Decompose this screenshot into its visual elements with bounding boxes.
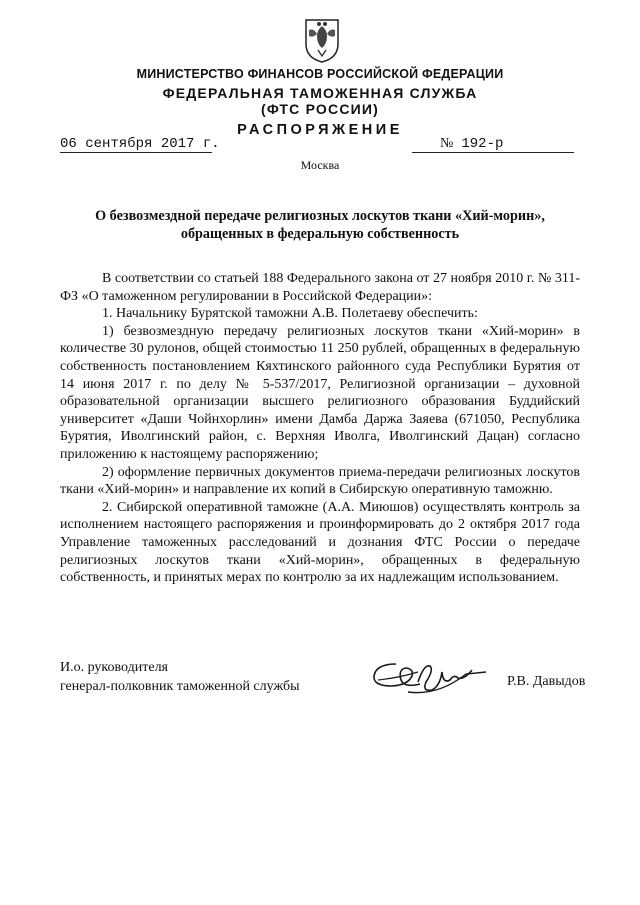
document-body xyxy=(60,270,580,587)
handwritten-signature xyxy=(368,652,490,698)
document-title-line1: О безвозмездной передаче религиозных лоскутов ткани «Хий-морин», xyxy=(95,208,545,224)
number-sign: № xyxy=(440,136,454,151)
document-title-line2: обращенных в федеральную собственность xyxy=(180,226,460,242)
service-name: ФЕДЕРАЛЬНАЯ ТАМОЖЕННАЯ СЛУЖБА xyxy=(162,85,478,101)
signer-name: Р.В. Давыдов xyxy=(507,674,586,689)
paragraph-subitem-2: 2) оформление первичных документов приема-передачи религиозных лоскутов ткани «Хий-морин» и направление их копий в Сибирскую оперативную таможню. xyxy=(60,464,580,498)
paragraph-item-1: 1. Начальнику Бурятской таможни А.В. Полетаеву обеспечить: xyxy=(102,306,478,322)
paragraph-item-2: 2. Сибирской оперативной таможне (А.А. Миюшов) осуществлять контроль за исполнением настоящего распоряжения и проинформировать до 2 октября 2017 года Управление таможенных расследований и дознания ФТС России о передаче религиозных лоскутов ткани «Хий-морин», обращенных в федеральную собственность, и принятых мерах по контролю за их надлежащим использованием. xyxy=(60,499,580,586)
number-value: 192-р xyxy=(461,136,504,152)
paragraph-preamble: В соответствии со статьей 188 Федерального закона от 27 ноября 2010 г. № 311-ФЗ «О таможенном регулировании в Российской Федерации»: xyxy=(60,271,580,304)
paragraph-subitem-1: 1) безвозмездную передачу религиозных лоскутов ткани «Хий-морин» в количестве 30 рулонов, общей стоимостью 11 250 рублей, обращенных в федеральную собственность постановлением Кяхтинского районного суда Республики Бурятия от 14 июня 2017 г. по делу № 5-537/2017, Религиозной организации – духовной образовательной организации высшего религиозного образования Буддийский университет «Даши Чойнхорлин» имени Дамба Даржа Заяева (671050, Республика Бурятия, Иволгинский район, с. Верхняя Иволга, Иволгинский Дацан) согласно приложению к настоящему распоряжению; xyxy=(60,323,580,462)
signer-rank: генерал-полковник таможенной службы xyxy=(60,679,300,694)
signer-position: И.о. руководителя xyxy=(60,660,169,675)
document-type: РАСПОРЯЖЕНИЕ xyxy=(237,122,403,138)
coat-of-arms-icon xyxy=(300,14,344,64)
service-abbr: (ФТС РОССИИ) xyxy=(260,101,380,117)
document-number xyxy=(412,136,574,153)
document-city: Москва xyxy=(300,158,340,172)
ministry-name: МИНИСТЕРСТВО ФИНАНСОВ РОССИЙСКОЙ ФЕДЕРАЦИИ xyxy=(136,67,504,81)
document-date: 06 сентября 2017 г. xyxy=(60,136,220,152)
